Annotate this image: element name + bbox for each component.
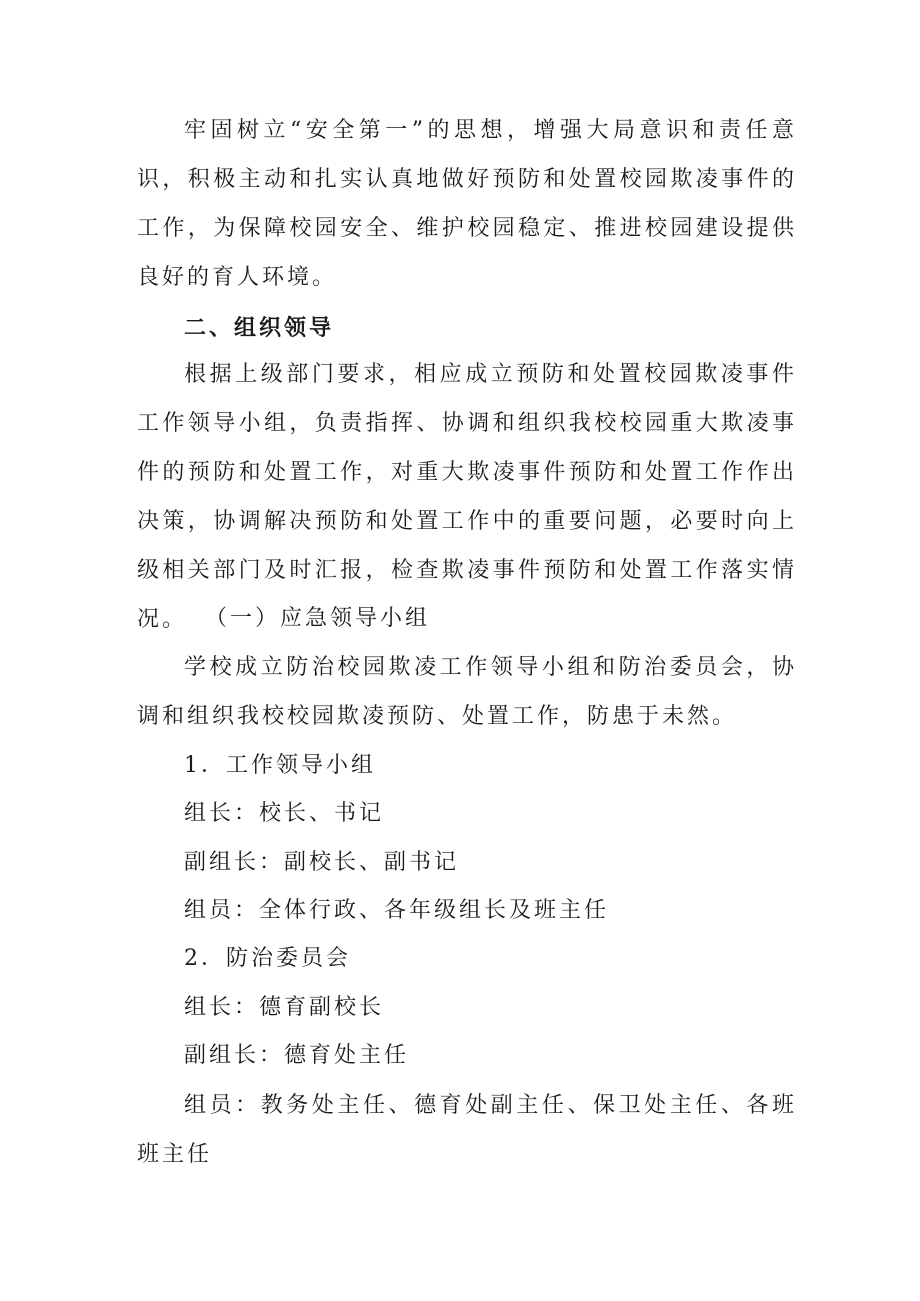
paragraph-safety-first: 牢固树立“安全第一”的思想，增强大局意识和责任意识，积极主动和扎实认真地做好预防和处置校园欺凌事件的工作，为保障校园安全、维护校园稳定、推进校园建设提供良好的育人环境。 xyxy=(137,118,797,290)
list-item-work-group-title: 1．工作领导小组 xyxy=(184,753,376,778)
list-item-committee-title: 2．防治委员会 xyxy=(184,946,351,971)
paragraph-committee-established: 学校成立防治校园欺凌工作领导小组和防治委员会，协调和组织我校校园欺凌预防、处置工作，防患于未然。 xyxy=(137,655,797,729)
section-heading-organization: 二、组织领导 xyxy=(184,316,335,341)
list-item-work-group-deputy: 副组长：副校长、副书记 xyxy=(184,850,460,875)
subsection-heading-emergency-group: （一）应急领导小组 xyxy=(205,606,431,631)
list-item-work-group-members: 组员：全体行政、各年级组长及班主任 xyxy=(184,898,610,923)
list-item-work-group-leader: 组长：校长、书记 xyxy=(184,801,385,826)
paragraph-leadership-group: 根据上级部门要求，相应成立预防和处置校园欺凌事件工作领导小组，负责指挥、协调和组织我校校园重大欺凌事件的预防和处置工作，对重大欺凌事件预防和处置工作作出决策，协调解决预防和处置工作中的重要问题，必要时向上级相关部门及时汇报，检查欺凌事件预防和处置工作落实情况。 xyxy=(137,362,797,632)
list-item-committee-deputy: 副组长：德育处主任 xyxy=(184,1043,410,1068)
list-item-committee-members: 组员：教务处主任、德育处副主任、保卫处主任、各班班主任 xyxy=(137,1093,797,1167)
list-item-committee-leader: 组长：德育副校长 xyxy=(184,995,385,1020)
